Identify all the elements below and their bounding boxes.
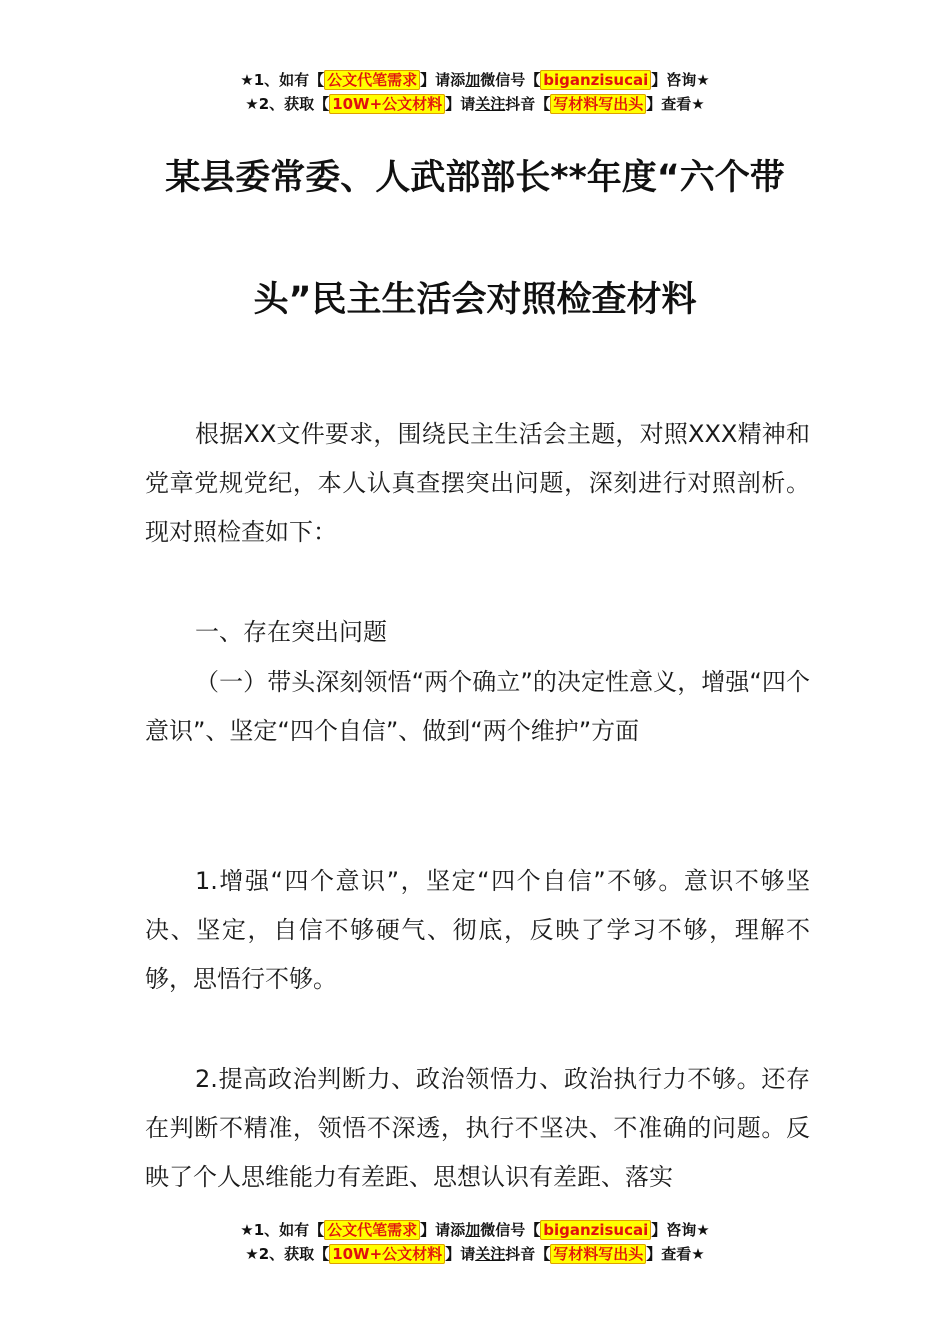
banner-text: 微信号【 [480, 1221, 541, 1239]
wechat-id-tag: biganzisucai [540, 70, 651, 90]
subsection-heading: （一）带头深刻领悟“两个确立”的决定性意义，增强“四个意识”、坚定“四个自信”、做到“两个维护”方面 [145, 668, 810, 745]
document-title-line-1: 某县委常委、人武部部长**年度“六个带 [165, 158, 785, 198]
highlight-tag: 10W+公文材料 [329, 94, 445, 114]
intro-paragraph: 根据XX文件要求，围绕民主生活会主题，对照XXX精神和党章党规党纪，本人认真查摆突出问题，深刻进行对照剖析。现对照检查如下： [145, 420, 810, 546]
banner-line-2 [0, 1242, 950, 1266]
banner-line-1 [0, 68, 950, 92]
banner-text: 】咨询★ [651, 71, 710, 89]
item-1-paragraph: 1.增强“四个意识”，坚定“四个自信”不够。意识不够坚决、坚定，自信不够硬气、彻底，反映了学习不够，理解不够，思悟行不够。 [145, 867, 810, 993]
highlight-tag: 公文代笔需求 [324, 1220, 420, 1240]
header-banner [0, 68, 950, 116]
banner-text: ★2、获取【 [245, 1245, 330, 1263]
banner-text: 抖音【 [505, 1245, 551, 1263]
banner-underlined-text: 加 [465, 1221, 481, 1239]
banner-underlined-text: 关注 [475, 1245, 506, 1263]
banner-text: ★1、如有【 [240, 71, 325, 89]
document-title-line-2: 头”民主生活会对照检查材料 [253, 280, 697, 320]
item-2-paragraph: 2.提高政治判断力、政治领悟力、政治执行力不够。还存在判断不精准，领悟不深透，执行不坚决、不准确的问题。反映了个人思维能力有差距、思想认识有差距、落实 [145, 1065, 810, 1191]
highlight-tag: 10W+公文材料 [329, 1244, 445, 1264]
banner-underlined-text: 关注 [475, 95, 506, 113]
banner-text: 】请添 [420, 71, 466, 89]
douyin-account-tag: 写材料写出头 [550, 94, 646, 114]
banner-line-1 [0, 1218, 950, 1242]
section-heading: 一、存在突出问题 [195, 618, 387, 646]
banner-text: 】查看★ [646, 95, 705, 113]
banner-text: 】请 [445, 95, 476, 113]
banner-text: 微信号【 [480, 71, 541, 89]
footer-banner [0, 1218, 950, 1266]
banner-text: ★2、获取【 [245, 95, 330, 113]
banner-text: 抖音【 [505, 95, 551, 113]
banner-text: 】咨询★ [651, 1221, 710, 1239]
banner-text: 】查看★ [646, 1245, 705, 1263]
douyin-account-tag: 写材料写出头 [550, 1244, 646, 1264]
banner-text: 】请 [445, 1245, 476, 1263]
banner-line-2 [0, 92, 950, 116]
banner-text: 】请添 [420, 1221, 466, 1239]
wechat-id-tag: biganzisucai [540, 1220, 651, 1240]
banner-text: ★1、如有【 [240, 1221, 325, 1239]
banner-underlined-text: 加 [465, 71, 481, 89]
highlight-tag: 公文代笔需求 [324, 70, 420, 90]
